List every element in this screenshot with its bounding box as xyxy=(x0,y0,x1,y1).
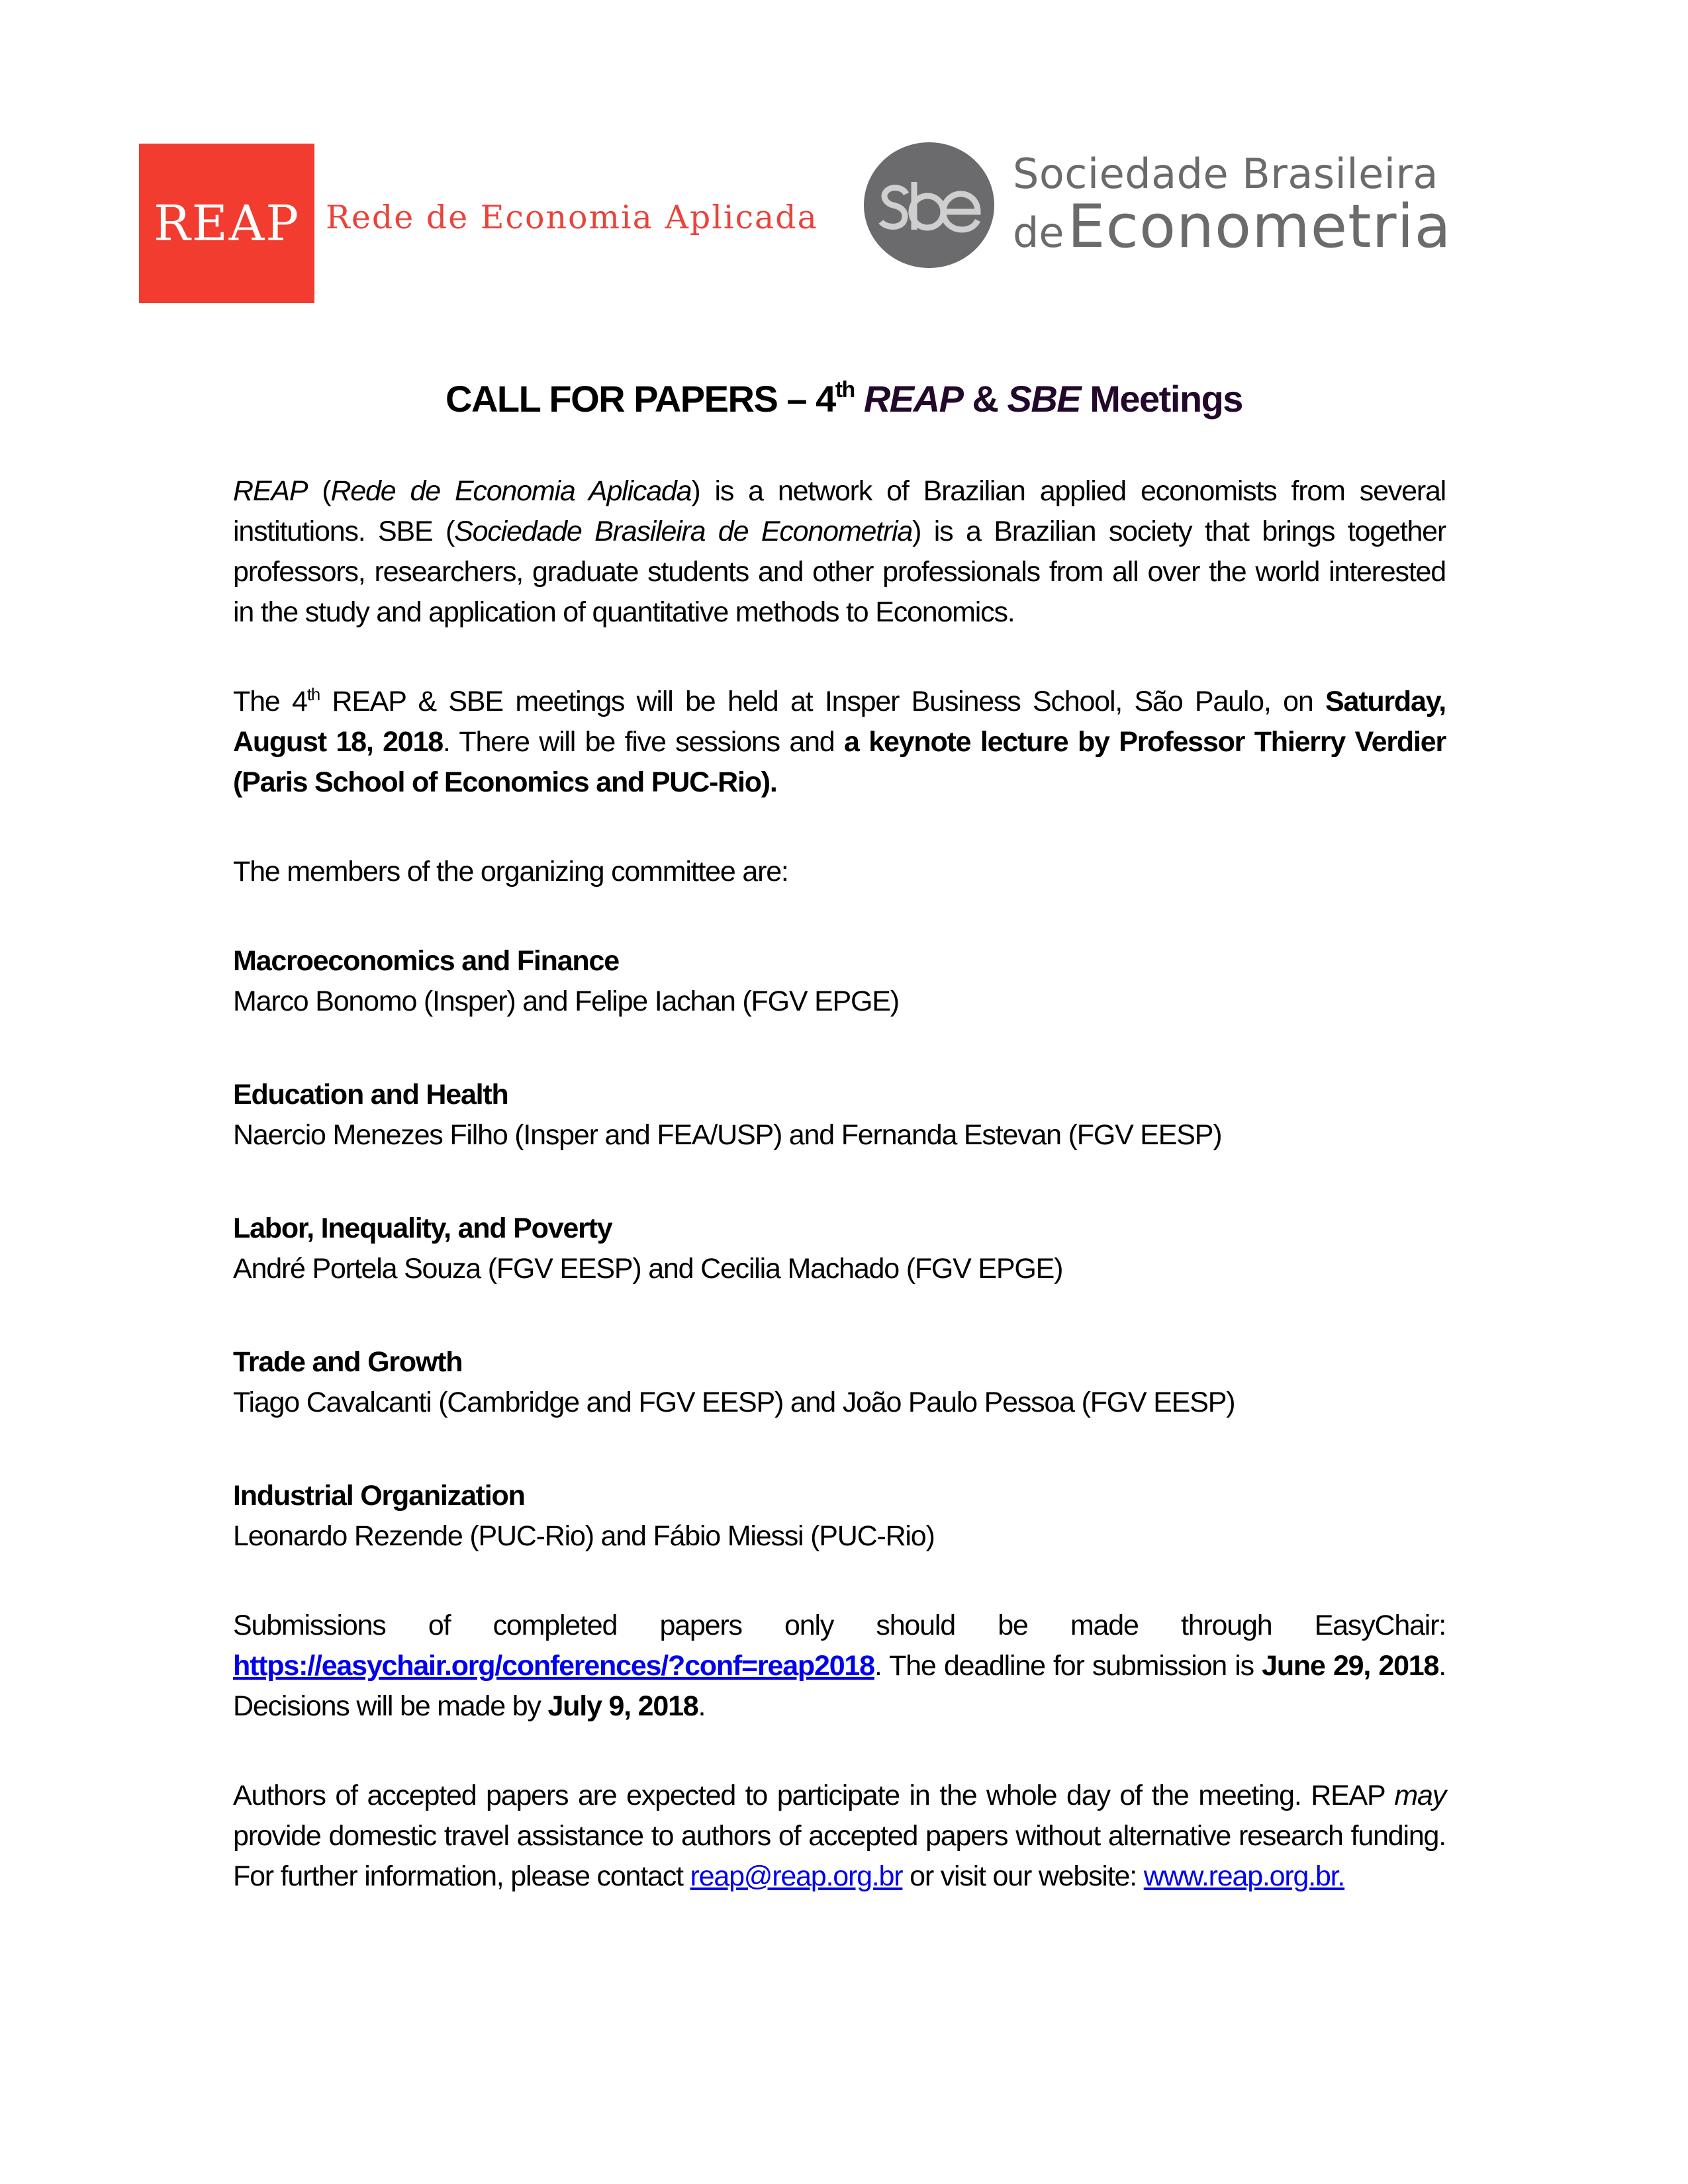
page-title xyxy=(0,377,1688,420)
sbe-monogram-icon xyxy=(873,175,986,235)
intro-paragraph xyxy=(233,471,1446,633)
intro-text1: ) is a network of Brazilian applied economists from several institutions. SBE ( xyxy=(233,475,1446,547)
committee-area-title: Education and Health xyxy=(233,1079,508,1111)
committee-area xyxy=(233,1342,1446,1423)
email-link[interactable]: reap@reap.org.br xyxy=(690,1860,903,1892)
submission-text4: . xyxy=(698,1690,706,1722)
sbe-logo-line2 xyxy=(1013,192,1452,261)
committee-area xyxy=(233,1476,1446,1557)
committee-list xyxy=(233,941,1446,1557)
committee-area-members: Leonardo Rezende (PUC-Rio) and Fábio Miessi (PUC-Rio) xyxy=(233,1520,935,1552)
closing-text2: provide domestic travel assistance to authors of accepted papers without alternative research funding. For further information, please contact xyxy=(233,1780,1460,1892)
event-date: Saturday, August 18, 2018 xyxy=(233,686,1446,758)
submission-text2: . The deadline for submission is xyxy=(874,1650,1262,1682)
title-reap: REAP xyxy=(863,378,963,420)
committee-area-members: André Portela Souza (FGV EESP) and Cecilia Machado (FGV EPGE) xyxy=(233,1253,1063,1285)
closing-paragraph xyxy=(233,1776,1460,1897)
closing-text1: Authors of accepted papers are expected to participate in the whole day of the meeting. REAP xyxy=(233,1780,1395,1811)
sbe-logo-econometria: Econometria xyxy=(1067,192,1452,261)
sbe-logo-icon xyxy=(864,142,994,268)
event-paragraph xyxy=(233,682,1446,803)
committee-area-title: Macroeconomics and Finance xyxy=(233,945,619,977)
event-ordinal: th xyxy=(306,684,320,704)
intro-reap: REAP xyxy=(233,475,308,507)
intro-open-paren: ( xyxy=(307,475,331,507)
committee-area-members: Naercio Menezes Filho (Insper and FEA/USP) and Fernanda Estevan (FGV EESP) xyxy=(233,1119,1222,1151)
committee-area-title: Labor, Inequality, and Poverty xyxy=(233,1212,612,1244)
sbe-logo-line1: Sociedade Brasileira xyxy=(1013,150,1438,198)
reap-logo-name: Rede de Economia Aplicada xyxy=(326,199,818,236)
intro-reap-full: Rede de Economia Aplicada xyxy=(330,475,692,507)
committee-area xyxy=(233,941,1446,1022)
easychair-link[interactable]: https://easychair.org/conferences/?conf=reap2018 xyxy=(233,1650,874,1682)
committee-area-title: Industrial Organization xyxy=(233,1480,525,1512)
submission-text1: Submissions of completed papers only should be made through EasyChair: xyxy=(233,1610,1446,1641)
submission-paragraph xyxy=(233,1606,1446,1727)
committee-intro: The members of the organizing committee are: xyxy=(233,856,788,887)
intro-text2: ) is a Brazilian society that brings together professors, researchers, graduate students and other professionals from all over the world interested in the study and application of quantitative methods to Economics. xyxy=(233,516,1446,628)
committee-area-members: Tiago Cavalcanti (Cambridge and FGV EESP) and João Paulo Pessoa (FGV EESP) xyxy=(233,1387,1235,1418)
closing-may: may xyxy=(1394,1780,1446,1811)
reap-logo-box xyxy=(139,144,314,303)
document-body xyxy=(233,471,1460,1897)
title-prefix: CALL FOR PAPERS – 4 xyxy=(445,378,835,420)
sbe-logo-de: de xyxy=(1013,208,1064,257)
event-text3: . There will be five sessions and xyxy=(442,726,845,758)
website-link[interactable]: www.reap.org.br. xyxy=(1143,1860,1345,1892)
event-text1: The 4 xyxy=(233,686,307,717)
committee-area xyxy=(233,1208,1446,1289)
committee-area-members: Marco Bonomo (Insper) and Felipe Iachan (FGV EPGE) xyxy=(233,985,899,1017)
title-ordinal: th xyxy=(835,377,855,402)
closing-text3: or visit our website: xyxy=(902,1860,1144,1892)
title-sbe: SBE xyxy=(1007,378,1081,420)
intro-sbe-full: Sociedade Brasileira de Econometria xyxy=(454,516,913,547)
submission-text3: . Decisions will be made by xyxy=(233,1650,1446,1722)
committee-area xyxy=(233,1075,1446,1156)
reap-logo-abbr: REAP xyxy=(154,195,300,252)
submission-deadline: June 29, 2018 xyxy=(1262,1650,1439,1682)
submission-decision-date: July 9, 2018 xyxy=(547,1690,698,1722)
committee-area-title: Trade and Growth xyxy=(233,1346,463,1378)
event-text2: REAP & SBE meetings will be held at Insper Business School, São Paulo, on xyxy=(319,686,1326,717)
title-amp: & xyxy=(962,378,1008,420)
title-suffix: Meetings xyxy=(1080,378,1243,420)
event-keynote: a keynote lecture by Professor Thierry Verdier (Paris School of Economics and PUC-Rio). xyxy=(233,726,1446,798)
